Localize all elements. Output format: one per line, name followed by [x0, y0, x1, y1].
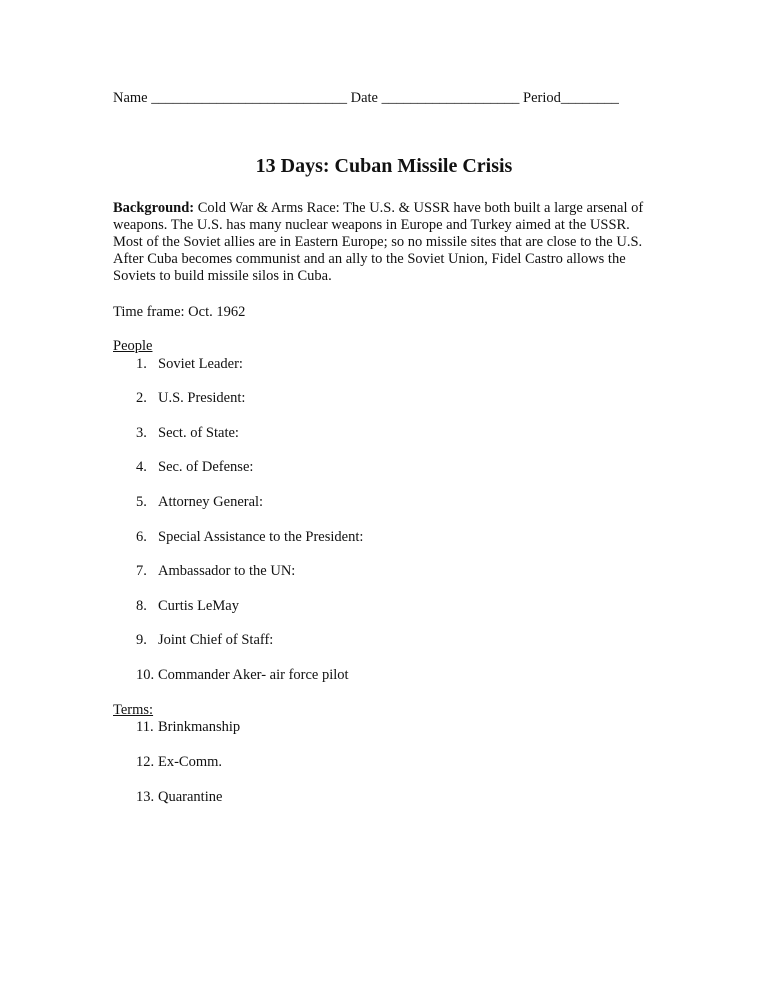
item-text: Joint Chief of Staff:	[158, 632, 274, 648]
list-item	[136, 563, 295, 580]
item-number: 1.	[136, 356, 147, 372]
item-text: Sec. of Defense:	[158, 459, 254, 475]
page-title: 13 Days: Cuban Missile Crisis	[255, 155, 513, 177]
item-text: Ex-Comm.	[158, 754, 223, 770]
date-field[interactable]: ___________________	[381, 90, 520, 106]
item-number: 10.	[136, 667, 155, 683]
list-item	[136, 667, 349, 684]
item-number: 8.	[136, 598, 147, 614]
background-text: Cold War & Arms Race: The U.S. & USSR have both built a large arsenal of weapons. The U.S. has many nuclear weapons in Europe and Turkey aimed at the USSR. Most of the Soviet allies are in Eastern Europe; so no missile sites that are close to the U.S. After Cuba becomes communist and an ally to the Soviet Union, Fidel Castro allows the Soviets to build missile silos in Cuba.	[113, 200, 644, 284]
item-text: U.S. President:	[158, 390, 246, 406]
date-label: Date	[350, 90, 378, 106]
item-number: 7.	[136, 563, 147, 579]
item-text: Ambassador to the UN:	[158, 563, 296, 579]
people-heading: People	[113, 338, 153, 354]
item-text: Brinkmanship	[158, 719, 241, 735]
item-number: 5.	[136, 494, 147, 510]
terms-heading: Terms:	[113, 702, 154, 718]
list-item	[136, 754, 222, 771]
item-text: Curtis LeMay	[158, 598, 239, 614]
item-number: 3.	[136, 425, 147, 441]
name-field[interactable]: ___________________________	[151, 90, 347, 106]
item-text: Sect. of State:	[158, 425, 239, 441]
item-number: 12.	[136, 754, 155, 770]
item-number: 11.	[136, 719, 154, 735]
period-field[interactable]: ________	[560, 90, 619, 106]
item-number: 13.	[136, 789, 155, 805]
list-item	[136, 390, 245, 407]
list-item	[136, 459, 253, 476]
list-item	[136, 632, 273, 649]
list-item	[136, 789, 222, 806]
item-text: Commander Aker- air force pilot	[158, 667, 349, 683]
name-label: Name	[113, 90, 148, 106]
item-text: Attorney General:	[158, 494, 264, 510]
item-number: 2.	[136, 390, 147, 406]
item-number: 4.	[136, 459, 147, 475]
item-number: 6.	[136, 529, 147, 545]
period-label: Period	[523, 90, 561, 106]
list-item	[136, 529, 363, 546]
item-text: Quarantine	[158, 789, 223, 805]
timeframe-text: Time frame: Oct. 1962	[113, 304, 246, 320]
item-text: Special Assistance to the President:	[158, 529, 364, 545]
background-paragraph	[113, 200, 658, 285]
list-item	[136, 598, 239, 615]
list-item	[136, 425, 239, 442]
list-item	[136, 719, 240, 736]
student-info-line	[113, 90, 619, 107]
list-item	[136, 494, 263, 511]
background-label: Background:	[113, 200, 195, 216]
item-number: 9.	[136, 632, 147, 648]
item-text: Soviet Leader:	[158, 356, 243, 372]
list-item	[136, 356, 243, 373]
